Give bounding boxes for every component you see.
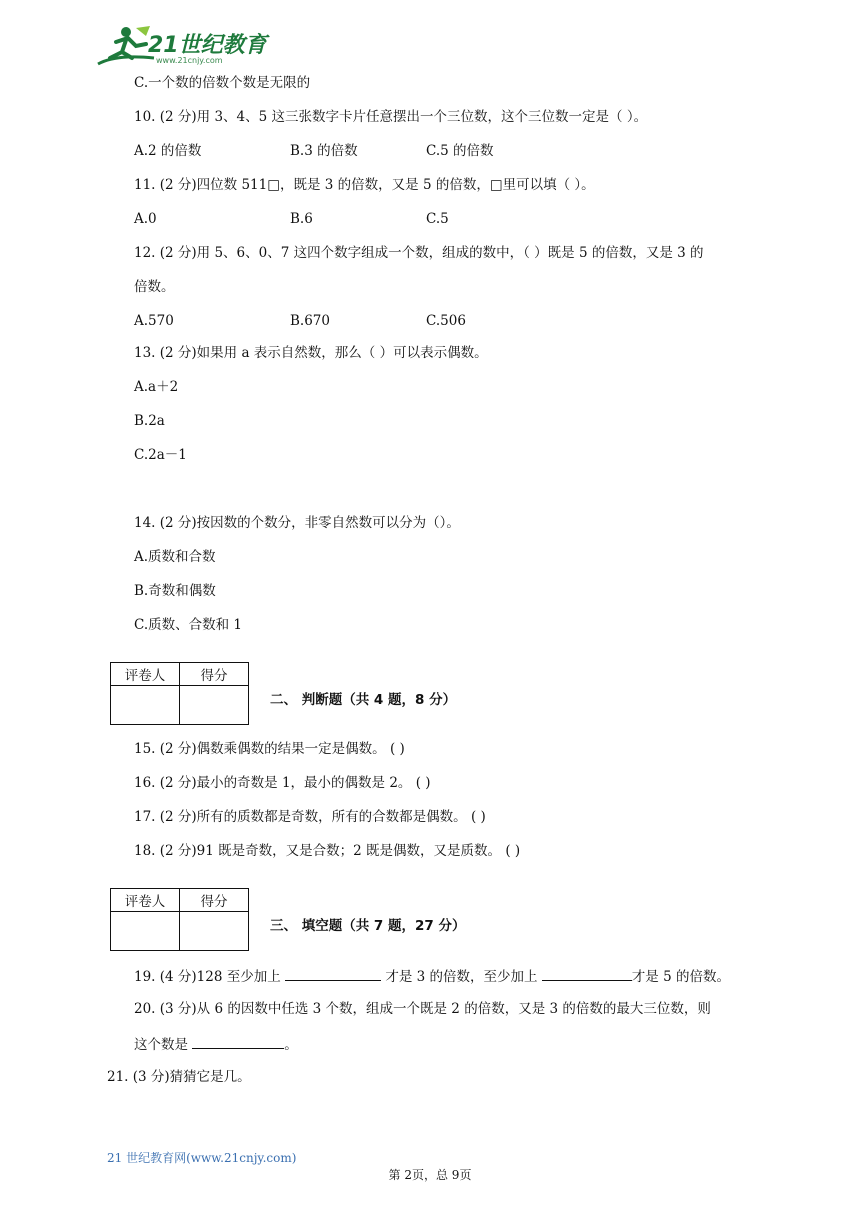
q10-option-c: C.5 的倍数	[426, 143, 494, 159]
q16-stem: 16. (2 分)最小的奇数是 1，最小的偶数是 2。 ( )	[134, 775, 431, 791]
grader-label: 评卷人	[111, 663, 180, 686]
q20-stem-line2	[134, 1034, 298, 1054]
grader-score-table-3	[110, 888, 249, 951]
score-label: 得分	[180, 889, 249, 912]
grader-label: 评卷人	[111, 889, 180, 912]
footer-site-link[interactable]: 21 世纪教育网(www.21cnjy.com)	[107, 1151, 297, 1165]
q12-stem-line2: 倍数。	[134, 279, 175, 295]
q19-stem	[134, 966, 730, 986]
q11-option-a: A.0	[134, 211, 157, 227]
q20-blank[interactable]	[192, 1034, 284, 1049]
score-label: 得分	[180, 663, 249, 686]
q13-option-b: B.2a	[134, 413, 165, 429]
q11-option-b: B.6	[290, 211, 313, 227]
q12-option-b: B.670	[290, 313, 330, 329]
logo-url-text: www.21cnjy.com	[156, 56, 223, 65]
q19-text-part1: 19. (4 分)128 至少加上	[134, 969, 286, 985]
q13-stem: 13. (2 分)如果用 a 表示自然数，那么（ ）可以表示偶数。	[134, 345, 488, 361]
score-cell	[180, 912, 249, 951]
footer-page-number: 第 2页，总 9页	[388, 1168, 472, 1182]
q14-option-b: B.奇数和偶数	[134, 583, 216, 599]
q11-option-c: C.5	[426, 211, 449, 227]
q19-blank-1[interactable]	[285, 966, 381, 981]
q20-text-part2: 。	[284, 1037, 298, 1053]
q15-stem: 15. (2 分)偶数乘偶数的结果一定是偶数。 ( )	[134, 741, 405, 757]
q19-blank-2[interactable]	[542, 966, 632, 981]
q14-option-a: A.质数和合数	[134, 549, 216, 565]
q13-option-c: C.2a－1	[134, 447, 187, 463]
score-cell	[180, 686, 249, 725]
grader-cell	[111, 686, 180, 725]
q17-stem: 17. (2 分)所有的质数都是奇数，所有的合数都是偶数。 ( )	[134, 809, 486, 825]
grader-cell	[111, 912, 180, 951]
site-logo	[96, 24, 296, 72]
runner-logo-icon	[96, 24, 156, 72]
q18-stem: 18. (2 分)91 既是奇数，又是合数；2 既是偶数，又是质数。 ( )	[134, 843, 521, 859]
q14-stem: 14. (2 分)按因数的个数分，非零自然数可以分为（）。	[134, 515, 460, 531]
q10-option-a: A.2 的倍数	[134, 143, 202, 159]
q14-option-c: C.质数、合数和 1	[134, 617, 243, 633]
q12-option-c: C.506	[426, 313, 466, 329]
q10-stem: 10. (2 分)用 3、4、5 这三张数字卡片任意摆出一个三位数，这个三位数一定是（ ）。	[134, 109, 648, 125]
grader-score-table-2	[110, 662, 249, 725]
logo-brand-text: 21世纪教育	[148, 33, 267, 58]
q13-option-a: A.a＋2	[134, 379, 179, 395]
q10-option-b: B.3 的倍数	[290, 143, 358, 159]
q20-text-part1: 这个数是	[134, 1037, 193, 1053]
q11-stem: 11. (2 分)四位数 511□，既是 3 的倍数，又是 5 的倍数，□里可以填（ ）。	[134, 177, 595, 193]
section-title-judgment: 二、 判断题（共 4 题，8 分）	[270, 692, 457, 708]
q9-option-c: C.一个数的倍数个数是无限的	[134, 75, 311, 91]
q19-text-part3: 才是 5 的倍数。	[631, 969, 730, 985]
q12-option-a: A.570	[134, 313, 174, 329]
q12-stem-line1: 12. (2 分)用 5、6、0、7 这四个数字组成一个数，组成的数中，（ ）既是 5 的倍数，又是 3 的	[134, 245, 704, 261]
section-title-fill-in: 三、 填空题（共 7 题，27 分）	[270, 918, 466, 934]
q19-text-part2: 才是 3 的倍数，至少加上	[381, 969, 542, 985]
q21-stem: 21. (3 分)猜猜它是几。	[107, 1069, 251, 1085]
q20-stem-line1: 20. (3 分)从 6 的因数中任选 3 个数，组成一个既是 2 的倍数，又是 3 的倍数的最大三位数，则	[134, 1001, 711, 1017]
